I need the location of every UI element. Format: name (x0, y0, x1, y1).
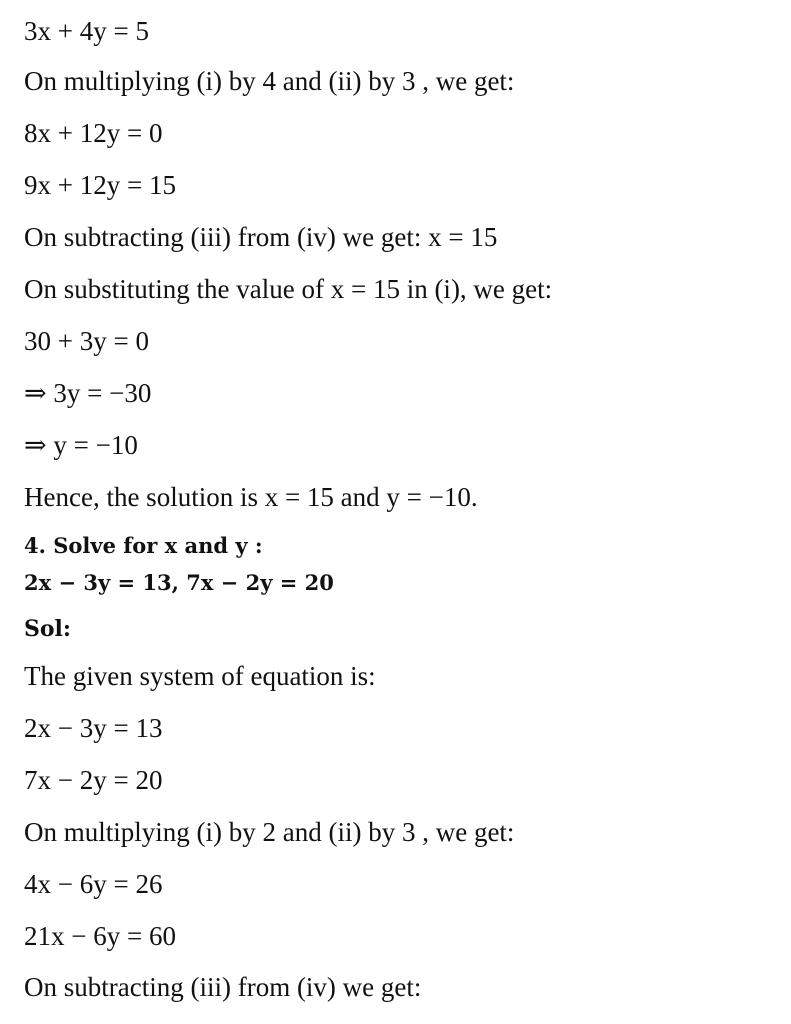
equation-line: ⇒ 3y = −30 (24, 378, 152, 408)
equation-line: 3x + 4y = 5 (24, 16, 149, 46)
text-line: On multiplying (i) by 4 and (ii) by 3 , we get: (24, 66, 515, 96)
text-line: On subtracting (iii) from (iv) we get: (24, 972, 422, 1002)
equation-line: 4x − 6y = 26 (24, 869, 163, 899)
text-line: On substituting the value of x = 15 in (i), we get: (24, 274, 553, 304)
text-line: The given system of equation is: (24, 661, 376, 691)
equation-line: 21x − 6y = 60 (24, 921, 176, 951)
equation-line: 9x + 12y = 15 (24, 170, 176, 200)
equation-line: 8x + 12y = 0 (24, 118, 163, 148)
text-line: Hence, the solution is x = 15 and y = −10. (24, 482, 478, 512)
question-equations: 2x − 3y = 13, 7x − 2y = 20 (24, 570, 334, 595)
solution-label: Sol: (24, 616, 72, 642)
equation-line: 2x − 3y = 13 (24, 713, 163, 743)
question-title: 4. Solve for x and y : (24, 533, 263, 558)
equation-line: 7x − 2y = 20 (24, 765, 163, 795)
text-line: On subtracting (iii) from (iv) we get: x = 15 (24, 222, 498, 252)
equation-line: 30 + 3y = 0 (24, 326, 149, 356)
text-line: On multiplying (i) by 2 and (ii) by 3 , we get: (24, 817, 515, 847)
equation-line: ⇒ y = −10 (24, 430, 138, 460)
